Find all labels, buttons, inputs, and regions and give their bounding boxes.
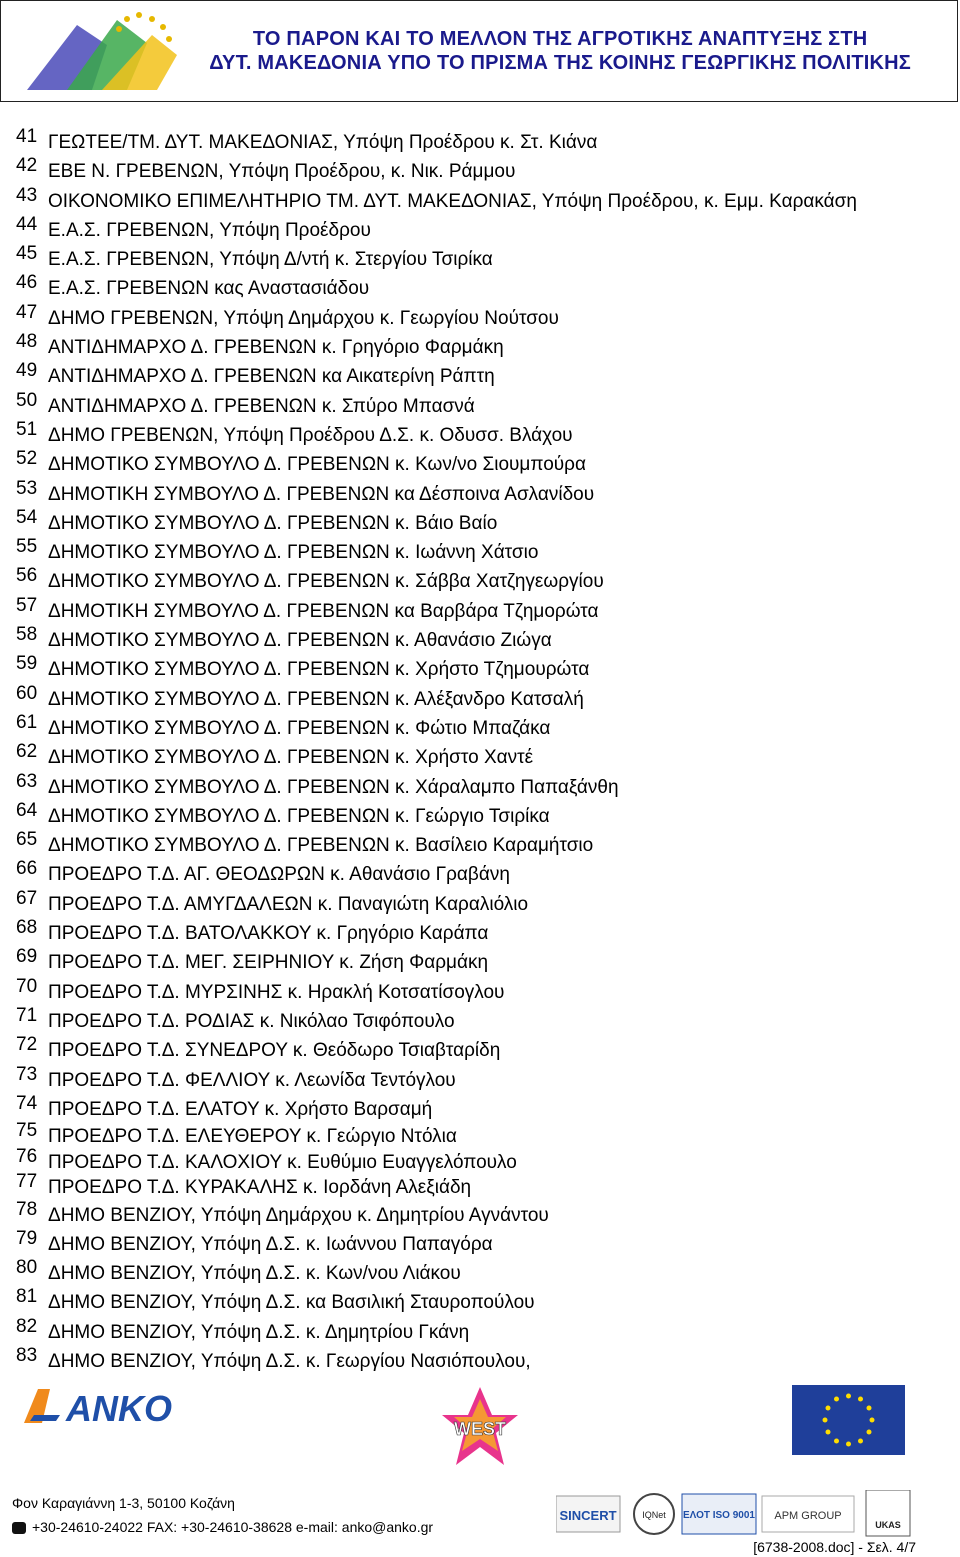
item-text: ΔΗΜΟΤΙΚΗ ΣΥΜΒΟΥΛΟ Δ. ΓΡΕΒΕΝΩΝ κα Βαρβάρα Τζημορώτα bbox=[48, 600, 599, 622]
list-item bbox=[16, 829, 946, 858]
item-text: ΔΗΜΟΤΙΚΟ ΣΥΜΒΟΥΛΟ Δ. ΓΡΕΒΕΝΩΝ κ. Βασίλειο Καραμήτσιο bbox=[48, 835, 594, 857]
list-item bbox=[16, 888, 946, 917]
item-text: ΠΡΟΕΔΡΟ Τ.Δ. ΑΓ. ΘΕΟΔΩΡΩΝ κ. Αθανάσιο Γραβάνη bbox=[48, 864, 510, 886]
item-number: 45 bbox=[16, 243, 38, 265]
item-text: ΔΗΜΟΤΙΚΟ ΣΥΜΒΟΥΛΟ Δ. ΓΡΕΒΕΝΩΝ κ. Χάραλαμπο Παπαξάνθη bbox=[48, 776, 619, 798]
item-text: ΠΡΟΕΔΡΟ Τ.Δ. ΑΜΥΓΔΑΛΕΩΝ κ. Παναγιώτη Καραλιόλιο bbox=[48, 893, 529, 915]
item-text: ΠΡΟΕΔΡΟ Τ.Δ. ΒΑΤΟΛΑΚΚΟΥ κ. Γρηγόριο Καράπα bbox=[48, 923, 489, 945]
list-item bbox=[16, 507, 946, 536]
list-item bbox=[16, 917, 946, 946]
item-number: 65 bbox=[16, 829, 38, 851]
item-text: Ε.Α.Σ. ΓΡΕΒΕΝΩΝ κας Αναστασιάδου bbox=[48, 278, 370, 300]
phone-icon bbox=[12, 1522, 26, 1534]
list-item bbox=[16, 771, 946, 800]
item-number: 50 bbox=[16, 389, 38, 411]
item-text: Ε.Α.Σ. ΓΡΕΒΕΝΩΝ, Υπόψη Δ/ντή κ. Στεργίου Τσιρίκα bbox=[48, 249, 493, 271]
item-number: 59 bbox=[16, 653, 38, 675]
item-number: 78 bbox=[16, 1198, 38, 1220]
item-text: ΠΡΟΕΔΡΟ Τ.Δ. ΚΑΛΟΧΙΟΥ κ. Ευθύμιο Ευαγγελόπουλο bbox=[48, 1151, 517, 1173]
item-number: 70 bbox=[16, 975, 38, 997]
item-number: 48 bbox=[16, 331, 38, 353]
item-number: 71 bbox=[16, 1004, 38, 1026]
list-item bbox=[16, 741, 946, 770]
list-item bbox=[16, 624, 946, 653]
item-number: 61 bbox=[16, 711, 38, 733]
item-text: ΔΗΜΟΤΙΚΟ ΣΥΜΒΟΥΛΟ Δ. ΓΡΕΒΕΝΩΝ κ. Κων/νο Σιουμπούρα bbox=[48, 454, 586, 476]
item-text: ΠΡΟΕΔΡΟ Τ.Δ. ΣΥΝΕΔΡΟΥ κ. Θεόδωρο Τσιαβταρίδη bbox=[48, 1040, 501, 1062]
item-number: 57 bbox=[16, 594, 38, 616]
item-text: ΠΡΟΕΔΡΟ Τ.Δ. ΜΕΓ. ΣΕΙΡΗΝΙΟΥ κ. Ζήση Φαρμάκη bbox=[48, 952, 489, 974]
item-number: 43 bbox=[16, 184, 38, 206]
item-number: 47 bbox=[16, 301, 38, 323]
item-text: ΠΡΟΕΔΡΟ Τ.Δ. ΡΟΔΙΑΣ κ. Νικόλαο Τσιφόπουλο bbox=[48, 1010, 455, 1032]
list-item bbox=[16, 302, 946, 331]
page-header bbox=[0, 0, 958, 102]
item-text: ΔΗΜΟΤΙΚΟ ΣΥΜΒΟΥΛΟ Δ. ΓΡΕΒΕΝΩΝ κ. Χρήστο Τζημουρώτα bbox=[48, 659, 590, 681]
item-number: 60 bbox=[16, 682, 38, 704]
item-number: 53 bbox=[16, 477, 38, 499]
item-text: ΕΒΕ Ν. ΓΡΕΒΕΝΩΝ, Υπόψη Προέδρου, κ. Νικ. Ράμμου bbox=[48, 161, 516, 183]
item-text: ΟΙΚΟΝΟΜΙΚΟ ΕΠΙΜΕΛΗΤΗΡΙΟ ΤΜ. ΔΥΤ. ΜΑΚΕΔΟΝΙΑΣ, Υπόψη Προέδρου, κ. Εμμ. Καρακάση bbox=[48, 190, 857, 212]
certification-logos bbox=[556, 1490, 936, 1538]
list-item bbox=[16, 419, 946, 448]
apm-group-logo bbox=[762, 1496, 854, 1532]
item-text: ΔΗΜΟΤΙΚΟ ΣΥΜΒΟΥΛΟ Δ. ΓΡΕΒΕΝΩΝ κ. Φώτιο Μπαζάκα bbox=[48, 717, 551, 739]
iqnet-logo bbox=[634, 1494, 674, 1534]
item-number: 72 bbox=[16, 1034, 38, 1056]
item-text: ΔΗΜΟ ΒΕΝΖΙΟΥ, Υπόψη Δ.Σ. κ. Γεωργίου Νασιόπουλου, bbox=[48, 1351, 531, 1373]
document-title bbox=[209, 27, 911, 75]
item-text: ΔΗΜΟΤΙΚΟ ΣΥΜΒΟΥΛΟ Δ. ΓΡΕΒΕΝΩΝ κ. Γεώργιο Τσιρίκα bbox=[48, 805, 550, 827]
list-item bbox=[16, 565, 946, 594]
ukas-logo bbox=[866, 1490, 910, 1536]
item-text: ΔΗΜΟΤΙΚΟ ΣΥΜΒΟΥΛΟ Δ. ΓΡΕΒΕΝΩΝ κ. Σάββα Χατζηγεωργίου bbox=[48, 571, 604, 593]
list-item bbox=[16, 683, 946, 712]
item-text: ΠΡΟΕΔΡΟ Τ.Δ. ΦΕΛΛΙΟΥ κ. Λεωνίδα Τεντόγλου bbox=[48, 1069, 456, 1091]
list-item bbox=[16, 390, 946, 419]
item-number: 58 bbox=[16, 624, 38, 646]
item-text: ΠΡΟΕΔΡΟ Τ.Δ. ΕΛΕΥΘΕΡΟΥ κ. Γεώργιο Ντόλια bbox=[48, 1126, 457, 1148]
list-item bbox=[16, 536, 946, 565]
elot-iso-logo bbox=[682, 1494, 756, 1534]
item-text: ΠΡΟΕΔΡΟ Τ.Δ. ΕΛΑΤΟΥ κ. Χρήστο Βαρσαμή bbox=[48, 1098, 433, 1120]
list-item bbox=[16, 1345, 946, 1374]
list-item bbox=[16, 712, 946, 741]
title-line-2: ΔΥΤ. ΜΑΚΕΔΟΝΙΑ ΥΠΟ ΤΟ ΠΡΙΣΜΑ ΤΗΣ ΚΟΙΝΗΣ ΓΕΩΡΓΙΚΗΣ ΠΟΛΙΤΙΚΗΣ bbox=[209, 52, 911, 74]
item-number: 44 bbox=[16, 213, 38, 235]
list-item bbox=[16, 1257, 946, 1286]
list-item bbox=[16, 653, 946, 682]
item-number: 46 bbox=[16, 272, 38, 294]
item-text: ΔΗΜΟ ΒΕΝΖΙΟΥ, Υπόψη Δ.Σ. κα Βασιλική Σταυροπούλου bbox=[48, 1292, 535, 1314]
item-text: ΔΗΜΟΤΙΚΟ ΣΥΜΒΟΥΛΟ Δ. ΓΡΕΒΕΝΩΝ κ. Χρήστο Χαντέ bbox=[48, 747, 534, 769]
item-number: 67 bbox=[16, 887, 38, 909]
item-number: 77 bbox=[16, 1171, 38, 1193]
list-item bbox=[16, 185, 946, 214]
item-text: ΔΗΜΟΤΙΚΟ ΣΥΜΒΟΥΛΟ Δ. ΓΡΕΒΕΝΩΝ κ. Αθανάσιο Ζιώγα bbox=[48, 630, 552, 652]
list-item bbox=[16, 1173, 946, 1199]
item-number: 49 bbox=[16, 360, 38, 382]
item-text: ΑΝΤΙΔΗΜΑΡΧΟ Δ. ΓΡΕΒΕΝΩΝ κα Αικατερίνη Ράπτη bbox=[48, 366, 495, 388]
wave-stars-logo bbox=[7, 5, 207, 97]
item-number: 76 bbox=[16, 1145, 38, 1167]
item-number: 74 bbox=[16, 1092, 38, 1114]
list-item bbox=[16, 478, 946, 507]
item-text: ΠΡΟΕΔΡΟ Τ.Δ. ΚΥΡΑΚΑΛΗΣ κ. Ιορδάνη Αλεξιάδη bbox=[48, 1177, 472, 1199]
title-line-1: ΤΟ ΠΑΡΟΝ ΚΑΙ ΤΟ ΜΕΛΛΟΝ ΤΗΣ ΑΓΡΟΤΙΚΗΣ ΑΝΑΠΤΥΞΗΣ ΣΤΗ bbox=[252, 28, 868, 50]
item-number: 55 bbox=[16, 536, 38, 558]
list-item bbox=[16, 800, 946, 829]
company-address: Φον Καραγιάννη 1-3, 50100 Κοζάνη bbox=[12, 1495, 235, 1511]
item-text: ΔΗΜΟ ΒΕΝΖΙΟΥ, Υπόψη Δ.Σ. κ. Δημητρίου Γκάνη bbox=[48, 1321, 470, 1343]
list-item bbox=[16, 331, 946, 360]
list-item bbox=[16, 214, 946, 243]
eu-flag bbox=[792, 1385, 905, 1455]
item-number: 64 bbox=[16, 799, 38, 821]
item-number: 80 bbox=[16, 1257, 38, 1279]
item-text: Ε.Α.Σ. ΓΡΕΒΕΝΩΝ, Υπόψη Προέδρου bbox=[48, 219, 371, 241]
item-text: ΔΗΜΟ ΒΕΝΖΙΟΥ, Υπόψη Δ.Σ. κ. Κων/νου Λιάκου bbox=[48, 1263, 461, 1285]
contact-details: +30-24610-24022 FAX: +30-24610-38628 e-mail: anko@anko.gr bbox=[32, 1519, 434, 1535]
item-text: ΑΝΤΙΔΗΜΑΡΧΟ Δ. ΓΡΕΒΕΝΩΝ κ. Γρηγόριο Φαρμάκη bbox=[48, 337, 504, 359]
item-number: 68 bbox=[16, 917, 38, 939]
list-item bbox=[16, 1145, 946, 1174]
list-item bbox=[16, 1005, 946, 1034]
list-item bbox=[16, 1122, 946, 1148]
list-item bbox=[16, 1064, 946, 1093]
item-number: 42 bbox=[16, 155, 38, 177]
west-logo-text: WEST bbox=[454, 1419, 506, 1439]
list-item bbox=[16, 126, 946, 155]
west-logo bbox=[440, 1385, 520, 1471]
item-text: ΔΗΜΟΤΙΚΟ ΣΥΜΒΟΥΛΟ Δ. ΓΡΕΒΕΝΩΝ κ. Βάιο Βαίο bbox=[48, 512, 498, 534]
item-text: ΔΗΜΟ ΒΕΝΖΙΟΥ, Υπόψη Δημάρχου κ. Δημητρίου Αγνάντου bbox=[48, 1204, 549, 1226]
item-number: 82 bbox=[16, 1315, 38, 1337]
item-number: 79 bbox=[16, 1227, 38, 1249]
list-item bbox=[16, 1199, 946, 1228]
item-text: ΓΕΩΤΕΕ/ΤΜ. ΔΥΤ. ΜΑΚΕΔΟΝΙΑΣ, Υπόψη Προέδρου κ. Στ. Κιάνα bbox=[48, 132, 598, 153]
list-item bbox=[16, 1316, 946, 1345]
item-number: 62 bbox=[16, 741, 38, 763]
item-text: ΔΗΜΟΤΙΚΟ ΣΥΜΒΟΥΛΟ Δ. ΓΡΕΒΕΝΩΝ κ. Ιωάννη Χάτσιο bbox=[48, 542, 539, 564]
item-text: ΔΗΜΟ ΓΡΕΒΕΝΩΝ, Υπόψη Δημάρχου κ. Γεωργίου Νούτσου bbox=[48, 307, 559, 329]
svg-text:ΕΛΟΤ ISO 9001: ΕΛΟΤ ISO 9001 bbox=[683, 1510, 755, 1521]
item-number: 63 bbox=[16, 770, 38, 792]
list-item bbox=[16, 595, 946, 624]
list-item bbox=[16, 360, 946, 389]
svg-text:SINCERT: SINCERT bbox=[559, 1508, 617, 1523]
item-text: ΔΗΜΟΤΙΚΟ ΣΥΜΒΟΥΛΟ Δ. ΓΡΕΒΕΝΩΝ κ. Αλέξανδρο Κατσαλή bbox=[48, 688, 584, 710]
list-item bbox=[16, 858, 946, 887]
item-number: 81 bbox=[16, 1286, 38, 1308]
list-item bbox=[16, 448, 946, 477]
list-item bbox=[16, 243, 946, 272]
recipient-list bbox=[16, 126, 946, 1374]
item-number: 75 bbox=[16, 1120, 38, 1142]
list-item bbox=[16, 946, 946, 975]
list-item bbox=[16, 1093, 946, 1122]
svg-text:IQNet: IQNet bbox=[642, 1510, 666, 1520]
item-text: ΠΡΟΕΔΡΟ Τ.Δ. ΜΥΡΣΙΝΗΣ κ. Ηρακλή Κοτσατίσογλου bbox=[48, 981, 505, 1003]
item-number: 66 bbox=[16, 858, 38, 880]
item-text: ΔΗΜΟ ΓΡΕΒΕΝΩΝ, Υπόψη Προέδρου Δ.Σ. κ. Οδυσσ. Βλάχου bbox=[48, 424, 573, 446]
contact-line bbox=[12, 1519, 433, 1535]
list-item bbox=[16, 272, 946, 301]
item-number: 54 bbox=[16, 506, 38, 528]
list-item bbox=[16, 976, 946, 1005]
sincert-logo bbox=[556, 1496, 620, 1532]
item-number: 51 bbox=[16, 418, 38, 440]
list-item bbox=[16, 1286, 946, 1315]
item-text: ΑΝΤΙΔΗΜΑΡΧΟ Δ. ΓΡΕΒΕΝΩΝ κ. Σπύρο Μπασνά bbox=[48, 395, 475, 417]
item-text: ΔΗΜΟΤΙΚΗ ΣΥΜΒΟΥΛΟ Δ. ΓΡΕΒΕΝΩΝ κα Δέσποινα Ασλανίδου bbox=[48, 483, 595, 505]
list-item bbox=[16, 1228, 946, 1257]
page-info: [6738-2008.doc] - Σελ. 4/7 bbox=[753, 1539, 916, 1555]
item-number: 52 bbox=[16, 448, 38, 470]
list-item bbox=[16, 155, 946, 184]
item-number: 73 bbox=[16, 1063, 38, 1085]
item-number: 69 bbox=[16, 946, 38, 968]
anko-logo bbox=[20, 1385, 200, 1427]
anko-logo-text: ANKO bbox=[66, 1388, 172, 1427]
list-item bbox=[16, 1034, 946, 1063]
item-number: 41 bbox=[16, 126, 38, 147]
item-number: 56 bbox=[16, 565, 38, 587]
svg-text:APM GROUP: APM GROUP bbox=[774, 1510, 842, 1522]
item-text: ΔΗΜΟ ΒΕΝΖΙΟΥ, Υπόψη Δ.Σ. κ. Ιωάννου Παπαγόρα bbox=[48, 1233, 493, 1255]
item-number: 83 bbox=[16, 1345, 38, 1367]
svg-text:UKAS: UKAS bbox=[875, 1520, 901, 1530]
